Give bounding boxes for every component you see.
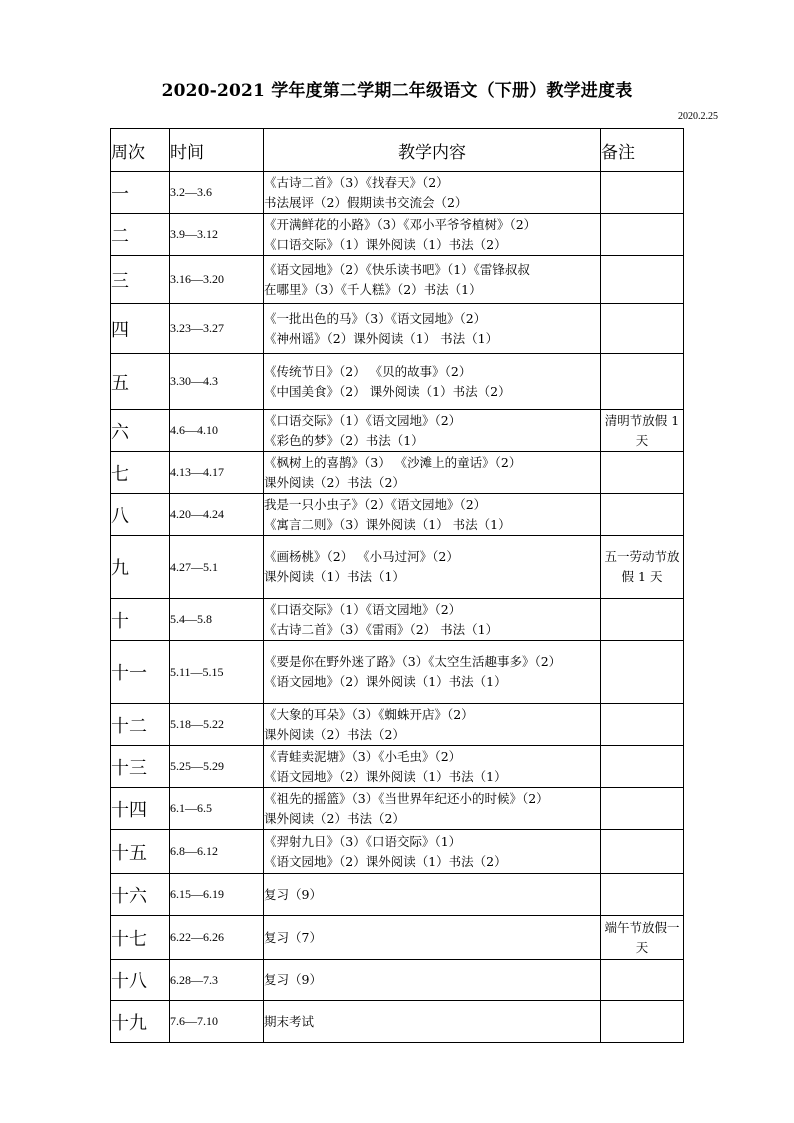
content-line: 《神州谣》（2）课外阅读（1） 书法（1） — [264, 330, 499, 346]
note-cell — [601, 704, 684, 746]
note-cell — [601, 830, 684, 874]
header-time: 时间 — [170, 129, 264, 172]
week-cell: 五 — [111, 354, 170, 410]
content-line: 《语文园地》（2）课外阅读（1）书法（1） — [264, 674, 507, 689]
content-cell — [264, 704, 601, 746]
content-line: 《寓言二则》（3）课外阅读（1） 书法（1） — [264, 516, 511, 532]
note-cell: 端午节放假一天 — [601, 916, 684, 960]
content-cell — [264, 916, 601, 960]
content-line: 《要是你在野外迷了路》（3）《太空生活趣事多》（2） — [264, 654, 562, 669]
table-row — [111, 746, 684, 788]
content-cell — [264, 494, 601, 536]
week-cell: 十六 — [111, 874, 170, 916]
content-cell — [264, 256, 601, 304]
note-cell — [601, 599, 684, 641]
content-line: 我是一只小虫子》（2）《语文园地》（2） — [264, 496, 487, 512]
content-line: 《一批出色的马》（3）《语文园地》（2） — [264, 310, 487, 326]
page-title: 2020-2021 学年度第二学期二年级语文（下册）教学进度表 — [161, 81, 633, 101]
table-row — [111, 874, 684, 916]
note-cell — [601, 746, 684, 788]
table-row — [111, 354, 684, 410]
header-content: 教学内容 — [264, 129, 601, 172]
content-cell — [264, 960, 601, 1001]
time-cell: 6.8—6.12 — [170, 830, 264, 874]
time-cell: 4.13—4.17 — [170, 452, 264, 494]
content-line: 期末考试 — [264, 1013, 315, 1029]
content-cell — [264, 641, 601, 704]
week-cell: 十三 — [111, 746, 170, 788]
table-row — [111, 641, 684, 704]
time-cell: 5.4—5.8 — [170, 599, 264, 641]
week-cell: 十一 — [111, 641, 170, 704]
week-cell: 八 — [111, 494, 170, 536]
table-row — [111, 172, 684, 214]
content-cell — [264, 536, 601, 599]
time-cell: 3.30—4.3 — [170, 354, 264, 410]
time-cell: 6.1—6.5 — [170, 788, 264, 830]
content-line: 《羿射九日》（3）《口语交际》（1） — [264, 833, 462, 849]
note-cell — [601, 874, 684, 916]
note-cell — [601, 641, 684, 704]
week-cell: 六 — [111, 410, 170, 452]
content-line: 书法展评（2）假期读书交流会（2） — [264, 194, 468, 210]
content-cell — [264, 452, 601, 494]
table-row — [111, 1001, 684, 1043]
content-line: 《大象的耳朵》（3）《蜘蛛开店》（2） — [264, 706, 474, 722]
time-cell: 6.28—7.3 — [170, 960, 264, 1001]
content-line: 《彩色的梦》（2）书法（1） — [264, 432, 424, 448]
table-row — [111, 960, 684, 1001]
table-row — [111, 214, 684, 256]
week-cell: 一 — [111, 172, 170, 214]
note-cell — [601, 494, 684, 536]
schedule-table — [110, 128, 684, 1043]
table-row — [111, 410, 684, 452]
content-line: 《古诗二首》（3）《找春天》（2） — [264, 174, 449, 190]
content-line: 《传统节日》（2） 《贝的故事》（2） — [264, 363, 472, 379]
content-line: 《祖先的摇篮》（3）《当世界年纪还小的时候》（2） — [264, 790, 549, 806]
note-cell — [601, 788, 684, 830]
content-line: 《口语交际》（1）《语文园地》（2） — [264, 601, 462, 617]
note-cell — [601, 214, 684, 256]
content-cell — [264, 830, 601, 874]
content-cell — [264, 874, 601, 916]
content-line: 《画杨桃》（2） 《小马过河》（2） — [264, 549, 459, 564]
time-cell: 3.9—3.12 — [170, 214, 264, 256]
time-cell: 4.6—4.10 — [170, 410, 264, 452]
table-row — [111, 452, 684, 494]
week-cell: 九 — [111, 536, 170, 599]
content-line: 在哪里》（3）《千人糕》（2）书法（1） — [264, 281, 482, 297]
content-line: 《青蛙卖泥塘》（3）《小毛虫》（2） — [264, 748, 462, 764]
week-cell: 三 — [111, 256, 170, 304]
time-cell: 7.6—7.10 — [170, 1001, 264, 1043]
time-cell: 4.27—5.1 — [170, 536, 264, 599]
note-cell — [601, 172, 684, 214]
content-cell — [264, 746, 601, 788]
table-row — [111, 830, 684, 874]
table-row — [111, 704, 684, 746]
note-cell — [601, 354, 684, 410]
table-row — [111, 916, 684, 960]
content-line: 复习（7） — [264, 929, 322, 945]
time-cell: 3.2—3.6 — [170, 172, 264, 214]
time-cell: 4.20—4.24 — [170, 494, 264, 536]
week-cell: 七 — [111, 452, 170, 494]
content-line: 课外阅读（2）书法（2） — [264, 726, 405, 742]
week-cell: 二 — [111, 214, 170, 256]
table-header-row — [111, 129, 684, 172]
content-line: 《口语交际》（1）《语文园地》（2） — [264, 412, 462, 428]
week-cell: 十七 — [111, 916, 170, 960]
time-cell: 5.18—5.22 — [170, 704, 264, 746]
content-line: 课外阅读（1）书法（1） — [264, 569, 405, 584]
content-cell — [264, 410, 601, 452]
document-date: 2020.2.25 — [678, 111, 718, 122]
note-cell: 清明节放假 1 天 — [601, 410, 684, 452]
table-row — [111, 304, 684, 354]
content-line: 《语文园地》（2）课外阅读（1）书法（1） — [264, 768, 507, 784]
time-cell: 5.11—5.15 — [170, 641, 264, 704]
note-cell — [601, 1001, 684, 1043]
week-cell: 十五 — [111, 830, 170, 874]
table-row — [111, 788, 684, 830]
content-line: 课外阅读（2）书法（2） — [264, 810, 405, 826]
table-row — [111, 599, 684, 641]
table-row — [111, 256, 684, 304]
table-row — [111, 494, 684, 536]
content-line: 课外阅读（2）书法（2） — [264, 474, 405, 490]
note-cell: 五一劳动节放假 1 天 — [601, 536, 684, 599]
time-cell: 3.23—3.27 — [170, 304, 264, 354]
time-cell: 3.16—3.20 — [170, 256, 264, 304]
content-line: 《开满鲜花的小路》（3）《邓小平爷爷植树》（2） — [264, 216, 537, 232]
content-cell — [264, 788, 601, 830]
content-line: 《枫树上的喜鹊》（3） 《沙滩上的童话》（2） — [264, 454, 522, 470]
note-cell — [601, 452, 684, 494]
content-line: 《语文园地》（2）《快乐读书吧》（1）《雷锋叔叔 — [264, 261, 530, 277]
content-line: 《古诗二首》（3）《雷雨》（2） 书法（1） — [264, 621, 499, 637]
time-cell: 6.15—6.19 — [170, 874, 264, 916]
note-cell — [601, 256, 684, 304]
note-cell — [601, 960, 684, 1001]
content-line: 《口语交际》（1）课外阅读（1）书法（2） — [264, 236, 507, 252]
content-cell — [264, 1001, 601, 1043]
note-cell — [601, 304, 684, 354]
week-cell: 四 — [111, 304, 170, 354]
content-cell — [264, 354, 601, 410]
header-note: 备注 — [601, 129, 684, 172]
content-line: 《中国美食》（2） 课外阅读（1）书法（2） — [264, 383, 511, 399]
week-cell: 十八 — [111, 960, 170, 1001]
table-row — [111, 536, 684, 599]
content-cell — [264, 172, 601, 214]
content-cell — [264, 599, 601, 641]
header-week: 周次 — [111, 129, 170, 172]
content-cell — [264, 214, 601, 256]
content-line: 复习（9） — [264, 886, 322, 902]
time-cell: 6.22—6.26 — [170, 916, 264, 960]
week-cell: 十四 — [111, 788, 170, 830]
content-cell — [264, 304, 601, 354]
week-cell: 十 — [111, 599, 170, 641]
time-cell: 5.25—5.29 — [170, 746, 264, 788]
week-cell: 十二 — [111, 704, 170, 746]
content-line: 《语文园地》（2）课外阅读（1）书法（2） — [264, 853, 507, 869]
content-line: 复习（9） — [264, 972, 322, 987]
week-cell: 十九 — [111, 1001, 170, 1043]
